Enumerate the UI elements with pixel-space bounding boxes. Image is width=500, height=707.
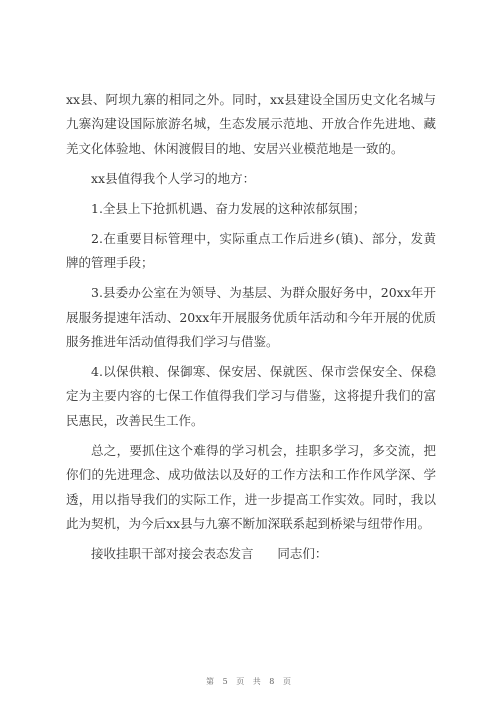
paragraph-item-1: 1.全县上下抢抓机遇、奋力发展的这种浓郁氛围； [91, 200, 366, 216]
paragraph-conclusion: 总之，要抓住这个难得的学习机会，挂职多学习，多交流，把你们的先进理念、成功做法以及好的工作方法和工作作风学深、学透，用以指导我们的实际工作，进一步提高工作实效。同时，我以此为契机，为今后xx县与九寨不断加深联系起到桥梁与纽带作用。 [66, 442, 436, 532]
paragraph-item-4: 4.以保供粮、保御寒、保安居、保就医、保市尝保安全、保稳定为主要内容的七保工作值得我们学习与借鉴，这将提升我们的富民惠民，改善民生工作。 [66, 364, 436, 428]
paragraph-item-2: 2.在重要目标管理中，实际重点工作后进乡(镇)、部分，发黄牌的管理手段； [66, 230, 436, 271]
page-number-footer: 第 5 页 共 8 页 [206, 677, 294, 686]
paragraph-continuation: xx县、阿坝九寨的相同之外。同时，xx县建设全国历史文化名城与九寨沟建设国际旅游名城，生态发展示范地、开放合作先进地、藏羌文化体验地、休闲渡假目的地、安居兴业模范地是一致的。 [66, 92, 436, 156]
document-body [66, 88, 436, 572]
paragraph-item-3: 3.县委办公室在为领导、为基层、为群众服好务中，20xx年开展服务提速年活动、20xx年开展服务优质年活动和今年开展的优质服务推进年活动值得我们学习与借鉴。 [66, 285, 436, 350]
paragraph-next-speech-heading: 接收挂职干部对接会表态发言 同志们： [91, 546, 328, 562]
paragraph-learning-intro: xx县值得我个人学习的地方： [91, 170, 256, 186]
